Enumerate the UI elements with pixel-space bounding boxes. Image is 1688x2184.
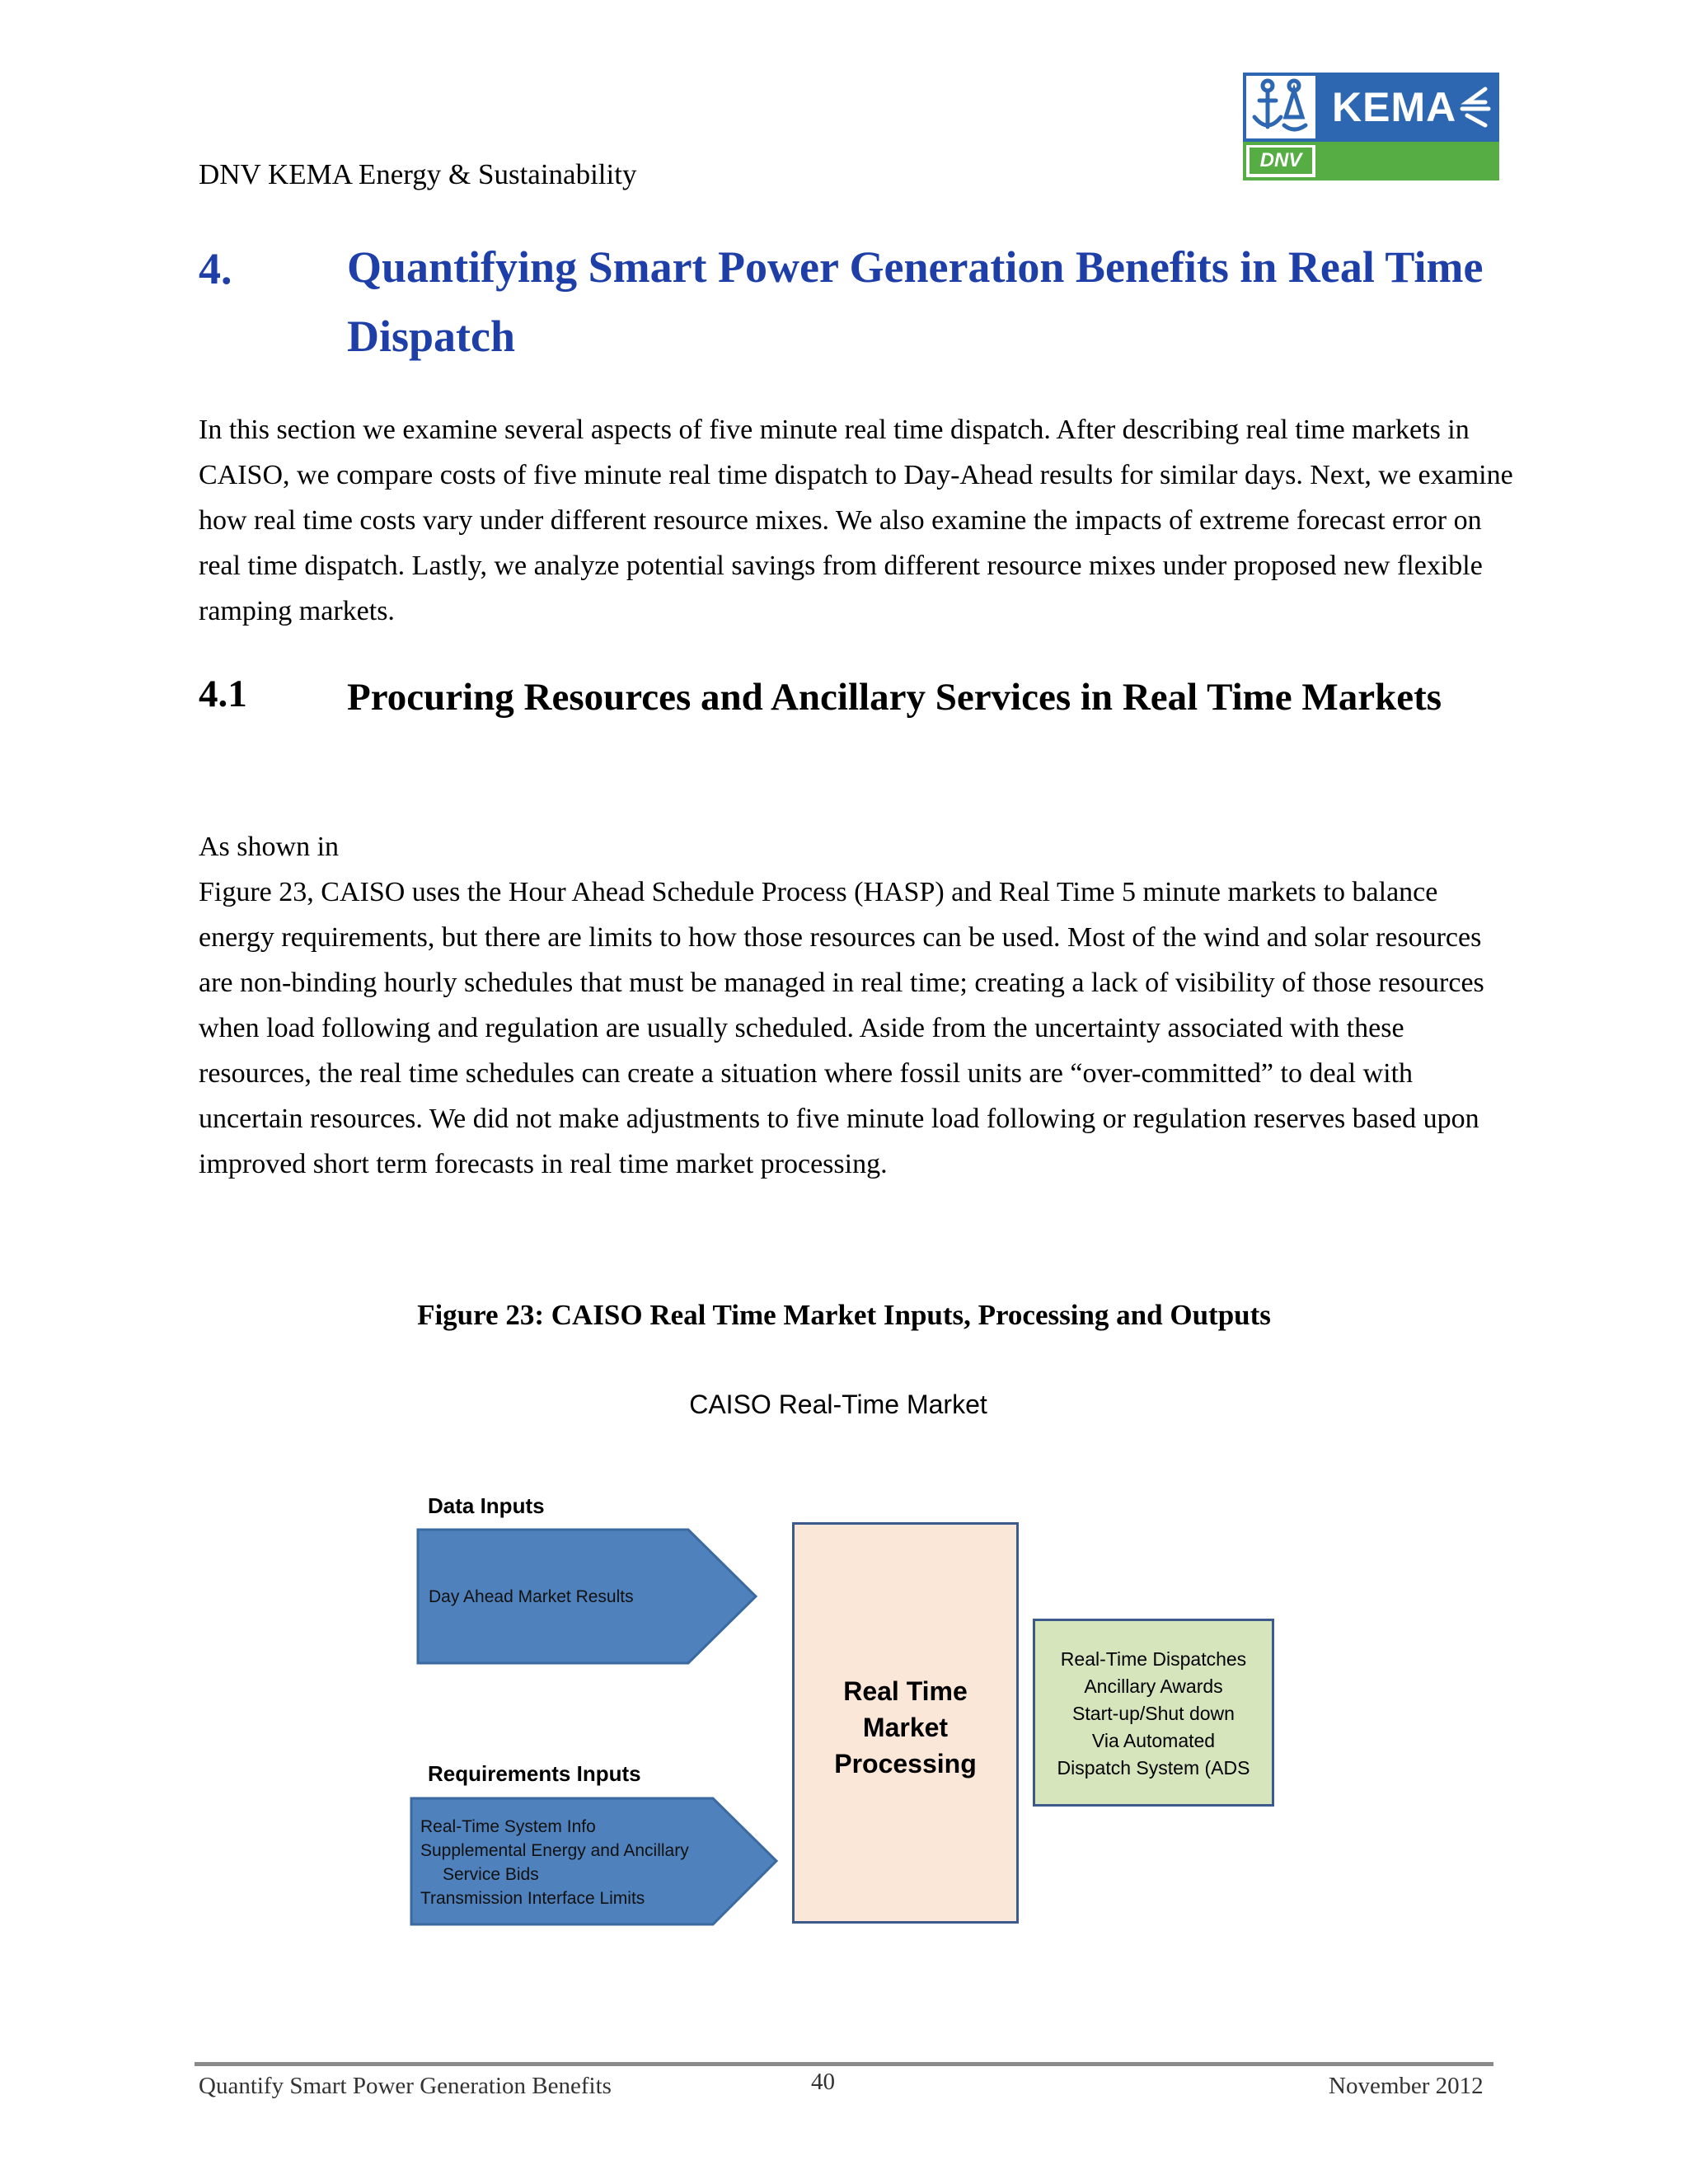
requirements-input-item: Service Bids [443, 1865, 539, 1884]
para-body: Figure 23, CAISO uses the Hour Ahead Schedule Process (HASP) and Real Time 5 minute markets to balance energy requirements, but there are limits to how those resources can be used. Most of the wind and solar resources are non-binding hourly schedules that must be managed in real time; creating a lack of visibility of those resources when load following and regulation are usually scheduled. Aside from the uncertainty associated with these resources, the real time schedules can create a situation where fossil units are “over-committed” to deal with uncertain resources. We did not make adjustments to five minute load following or regulation reserves based upon improved short term forecasts in real time market processing. [199, 877, 1484, 1179]
subsection-number: 4.1 [199, 673, 247, 715]
subsection-paragraph [199, 824, 1517, 1187]
section-title: Quantifying Smart Power Generation Benefits in Real Time Dispatch [347, 242, 1484, 361]
output-line: Real-Time Dispatches [1060, 1648, 1247, 1670]
requirements-input-item: Transmission Interface Limits [420, 1889, 645, 1908]
requirements-inputs-list [420, 1815, 689, 1910]
processing-line: Processing [834, 1749, 977, 1779]
subsection-title: Procuring Resources and Ancillary Services in Real Time Markets [347, 676, 1442, 719]
real-time-market-processing-box [792, 1522, 1019, 1924]
output-line: Dispatch System (ADS [1057, 1757, 1250, 1779]
data-input-item: Day Ahead Market Results [429, 1587, 634, 1606]
requirements-input-item: Real-Time System Info [420, 1817, 596, 1836]
output-line: Start-up/Shut down [1072, 1703, 1235, 1724]
anchor-figures-logo-icon [1243, 73, 1319, 142]
diagram-title: CAISO Real-Time Market [689, 1390, 987, 1419]
output-line: Ancillary Awards [1084, 1675, 1223, 1697]
header-organization: DNV KEMA Energy & Sustainability [199, 158, 637, 190]
footer-date: November 2012 [1329, 2073, 1484, 2099]
section-intro-paragraph: In this section we examine several aspects of five minute real time dispatch. After describing real time markets in CAISO, we compare costs of five minute real time dispatch to Day-Ahead results for similar days. Next, we examine how real time costs vary under different resource mixes. We also examine the impacts of extreme forecast error on real time dispatch. Lastly, we analyze potential savings from different resource mixes under proposed new flexible ramping markets. [199, 415, 1513, 626]
footer-divider [195, 2062, 1493, 2066]
processing-line: Real Time [843, 1676, 968, 1706]
para-line-1: As shown in [199, 832, 340, 862]
requirements-inputs-label: Requirements Inputs [428, 1761, 641, 1786]
kema-logo-text: KEMA [1332, 84, 1457, 130]
outputs-box [1033, 1619, 1274, 1807]
processing-line: Market [862, 1713, 949, 1742]
data-inputs-list [429, 1585, 634, 1609]
kema-dnv-logo [1243, 73, 1499, 180]
footer-page-number: 40 [811, 2069, 835, 2095]
data-inputs-label: Data Inputs [428, 1493, 545, 1518]
footer-document-title: Quantify Smart Power Generation Benefits [199, 2073, 612, 2099]
kema-mark-icon [1459, 84, 1492, 130]
dnv-logo-text: DNV [1250, 148, 1312, 174]
requirements-input-item: Supplemental Energy and Ancillary [420, 1841, 689, 1860]
output-line: Via Automated [1091, 1730, 1216, 1751]
figure-caption: Figure 23: CAISO Real Time Market Inputs, Processing and Outputs [417, 1299, 1271, 1331]
section-number: 4. [199, 244, 232, 293]
